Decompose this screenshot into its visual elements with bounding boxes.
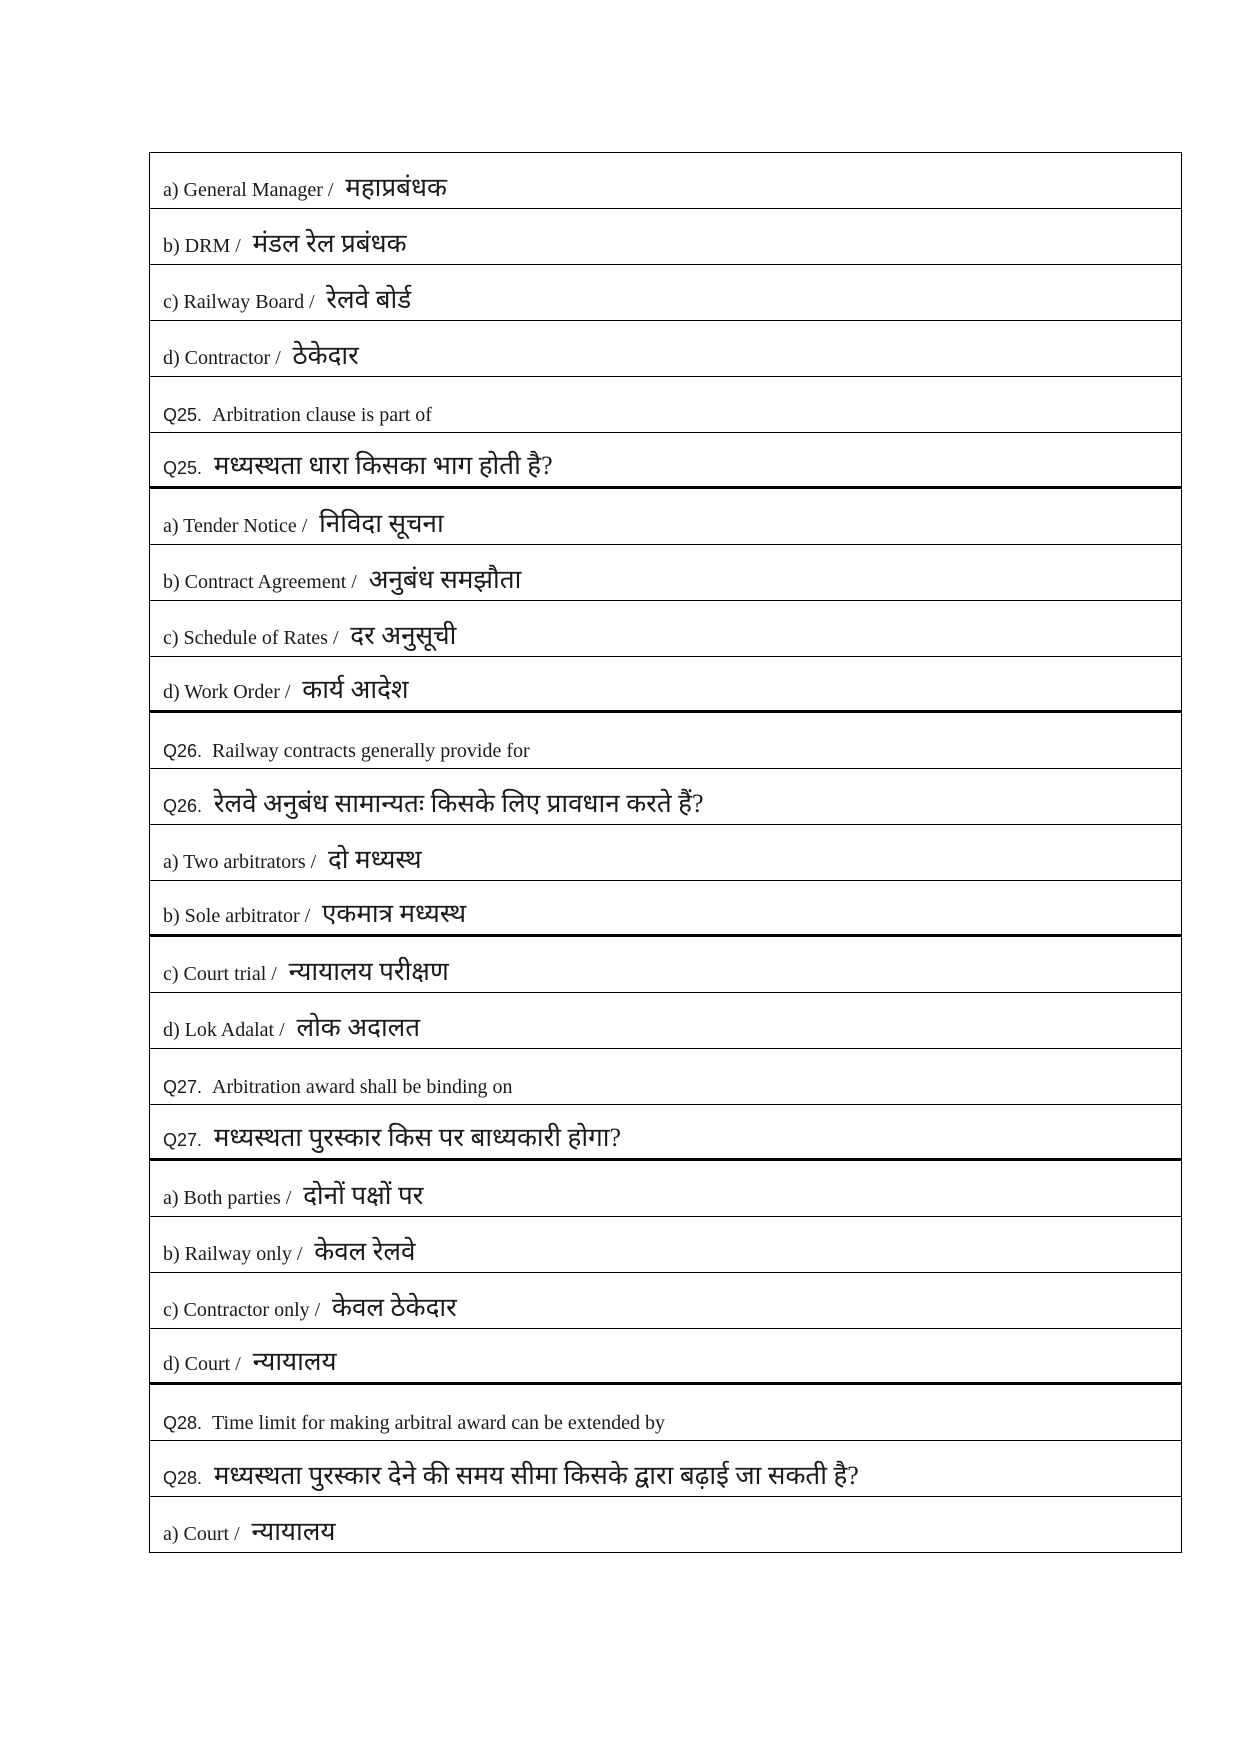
row-hindi-text: न्यायालय [252, 1346, 337, 1376]
question-number-prefix: Q28. [163, 1412, 203, 1433]
option-row [150, 489, 1181, 545]
question-row [150, 1385, 1181, 1441]
question-table [149, 152, 1182, 1553]
question-row [150, 1441, 1181, 1497]
row-hindi-text: मध्यस्थता पुरस्कार किस पर बाध्यकारी होगा? [213, 1122, 621, 1152]
option-row [150, 1329, 1181, 1385]
row-latin-text: a) General Manager / [163, 178, 334, 201]
row-latin-text: Railway contracts generally provide for [212, 739, 530, 762]
row-text [163, 1076, 513, 1098]
row-latin-text: c) Court trial / [163, 962, 277, 985]
question-number-prefix: Q28. [163, 1467, 203, 1488]
row-text [163, 1013, 420, 1042]
question-number-prefix: Q26. [163, 740, 203, 761]
option-row [150, 153, 1181, 209]
row-hindi-text: न्यायालय [251, 1516, 336, 1546]
row-latin-text: a) Two arbitrators / [163, 850, 317, 873]
row-text [163, 341, 359, 370]
row-hindi-text: एकमात्र मध्यस्थ [321, 898, 467, 928]
row-hindi-text: दोनों पक्षों पर [303, 1180, 424, 1210]
row-text [163, 1412, 665, 1434]
row-text [163, 565, 521, 594]
question-number-prefix: Q25. [163, 404, 203, 425]
row-latin-text: c) Schedule of Rates / [163, 626, 339, 649]
row-text [163, 229, 407, 258]
option-row [150, 1217, 1181, 1273]
row-latin-text: Arbitration award shall be binding on [212, 1075, 513, 1098]
option-row [150, 265, 1181, 321]
row-latin-text: a) Both parties / [163, 1186, 292, 1209]
row-text [163, 675, 409, 704]
option-row [150, 545, 1181, 601]
row-hindi-text: दर अनुसूची [350, 620, 457, 650]
row-hindi-text: कार्य आदेश [302, 674, 409, 704]
row-hindi-text: केवल ठेकेदार [331, 1292, 457, 1322]
row-text [163, 173, 447, 202]
row-text [163, 1517, 335, 1546]
row-text [163, 509, 444, 538]
option-row [150, 1273, 1181, 1329]
row-hindi-text: न्यायालय परीक्षण [288, 956, 449, 986]
row-hindi-text: महाप्रबंधक [345, 172, 447, 202]
row-latin-text: c) Contractor only / [163, 1298, 321, 1321]
question-number-prefix: Q26. [163, 795, 203, 816]
row-hindi-text: केवल रेलवे [314, 1236, 416, 1266]
row-text [163, 1461, 859, 1490]
row-latin-text: b) Railway only / [163, 1242, 303, 1265]
question-number-prefix: Q27. [163, 1129, 203, 1150]
option-row [150, 1497, 1181, 1553]
row-latin-text: d) Lok Adalat / [163, 1018, 285, 1041]
row-hindi-text: लोक अदालत [296, 1012, 421, 1042]
row-text [163, 1293, 457, 1322]
option-row [150, 937, 1181, 993]
row-latin-text: b) Contract Agreement / [163, 570, 357, 593]
row-latin-text: c) Railway Board / [163, 290, 315, 313]
row-latin-text: d) Contractor / [163, 346, 281, 369]
option-row [150, 825, 1181, 881]
row-text [163, 1347, 337, 1376]
row-latin-text: Time limit for making arbitral award can be extended by [212, 1411, 666, 1434]
row-latin-text: b) Sole arbitrator / [163, 904, 311, 927]
row-hindi-text: ठेकेदार [292, 340, 359, 370]
row-hindi-text: अनुबंध समझौता [368, 564, 522, 594]
row-text [163, 1123, 621, 1152]
row-text [163, 957, 449, 986]
row-latin-text: a) Tender Notice / [163, 514, 308, 537]
row-text [163, 621, 456, 650]
question-number-prefix: Q27. [163, 1076, 203, 1097]
row-hindi-text: मंडल रेल प्रबंधक [252, 228, 407, 258]
option-row [150, 321, 1181, 377]
question-number-prefix: Q25. [163, 457, 203, 478]
row-hindi-text: मध्यस्थता धारा किसका भाग होती है? [213, 450, 553, 480]
question-row [150, 1049, 1181, 1105]
row-hindi-text: रेलवे बोर्ड [326, 284, 412, 314]
question-row [150, 433, 1181, 489]
option-row [150, 1161, 1181, 1217]
row-hindi-text: रेलवे अनुबंध सामान्यतः किसके लिए प्रावधान करते हैं? [213, 788, 704, 818]
row-hindi-text: निविदा सूचना [319, 508, 444, 538]
row-text [163, 285, 411, 314]
question-row [150, 377, 1181, 433]
row-text [163, 740, 530, 762]
row-text [163, 404, 432, 426]
question-row [150, 769, 1181, 825]
row-hindi-text: मध्यस्थता पुरस्कार देने की समय सीमा किसके द्वारा बढ़ाई जा सकती है? [213, 1460, 859, 1490]
row-text [163, 845, 422, 874]
question-row [150, 1105, 1181, 1161]
row-latin-text: d) Work Order / [163, 680, 291, 703]
row-latin-text: Arbitration clause is part of [212, 403, 432, 426]
row-hindi-text: दो मध्यस्थ [327, 844, 422, 874]
row-text [163, 899, 466, 928]
row-latin-text: a) Court / [163, 1522, 240, 1545]
option-row [150, 881, 1181, 937]
option-row [150, 657, 1181, 713]
row-latin-text: d) Court / [163, 1352, 241, 1375]
option-row [150, 209, 1181, 265]
option-row [150, 601, 1181, 657]
option-row [150, 993, 1181, 1049]
row-text [163, 789, 703, 818]
row-text [163, 1237, 416, 1266]
row-text [163, 451, 553, 480]
row-text [163, 1181, 423, 1210]
question-row [150, 713, 1181, 769]
row-latin-text: b) DRM / [163, 234, 241, 257]
